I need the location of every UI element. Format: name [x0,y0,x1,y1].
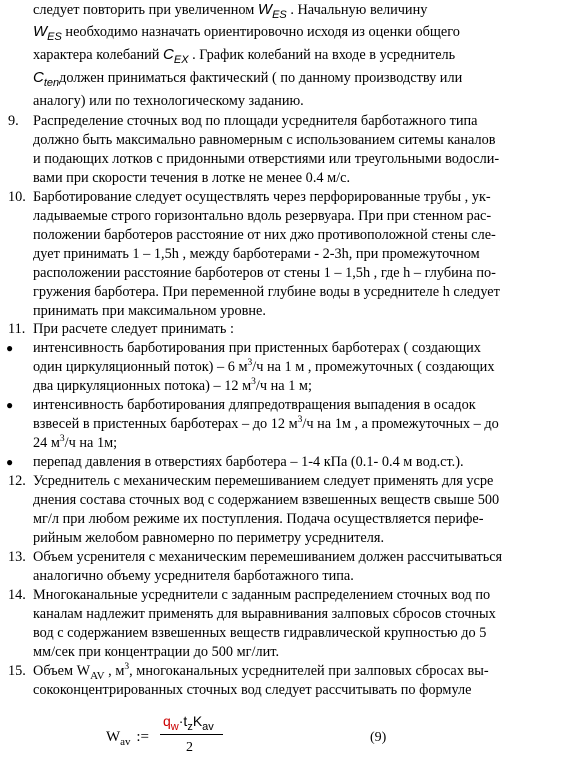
item-13-line-2: аналогично объему усреднителя барботажного типа. [33,568,354,584]
item-13-number: 13. [8,549,26,565]
item-10-line-2: ладываемые строго горизонтально вдоль резервуара. При при стенном рас- [33,208,492,224]
bullet-2-line-1: интенсивность барботирования дляпредотвращения выпадения в осадок [33,397,476,413]
item-10-line-7: принимать при максимальном уровне. [33,303,266,319]
item-10-line-1: Барботирование следует осуществлять через перфорированные трубы , ук- [33,189,491,205]
bullet-3-line-1: перепад давления в отверстиях барботера – 1-4 кПа (0.1- 0.4 м вод.ст.). [33,454,464,470]
bullet-1-line-1: интенсивность барботирования при пристенных барботерах ( создающих [33,340,481,356]
formula-lhs: $W_{av}$ := [106,729,149,748]
bullet-icon: ● [6,455,14,469]
formula-denominator: 2 [186,740,193,755]
item-9-line-4: вами при скорости течения в лотке не менее 0.4 м/с. [33,170,351,186]
intro-line-3: характера колебаний $C_{EX}$ . График колебаний на входе в усреднитель [33,46,456,66]
bullet-2-line-2: взвесей в пристенных барботерах – до 12 $м^3/ч$ на 1м , а промежуточных – до [33,415,499,432]
intro-line-2: $W_{ES}$ необходимо назначать ориентировочно исходя из оценки общего [33,23,460,43]
fraction-bar [160,734,223,735]
item-15-number: 15. [8,663,26,679]
item-11-number: 11. [8,321,26,337]
bullet-1-line-2: один циркуляционный поток) – 6 $м^3/ч$ на 1 м , промежуточных ( создающих [33,358,495,375]
intro-line-4: $C_{ten}должен$ приниматься фактический ( по данному производству или [33,69,463,89]
item-12-line-2: днения состава сточных вод с содержанием взвешенных веществ свыше 500 [33,492,500,508]
item-12-line-3: мг/л при любом режиме их поступления. Подача осуществляется перифе- [33,511,484,527]
item-10-line-4: дует принимать 1 – 1,5h , между барботерами - 2-3h, при промежуточном [33,246,480,262]
item-10-line-5: расположении расстояние барботеров от стены 1 – 1,5h , где h – глубина по- [33,265,496,281]
item-10-line-3: положении барботеров расстояние от них джо противоположной стены сле- [33,227,496,243]
item-14-line-1: Многоканальные усреднители с заданным распределением сточных вод по [33,587,491,603]
equation-number: (9) [370,730,387,745]
bullet-1-line-3: два циркуляционных потока) – 12 $м^3/ч$ на 1 м; [33,377,312,394]
item-12-line-1: Усреднитель с механическим перемешиванием следует применять для усре [33,473,494,489]
item-15-line-2: сококонцентрированных сточных вод следует рассчитывать по формуле [33,682,472,698]
intro-line-5: аналогу) или по технологическому заданию. [33,93,304,109]
item-9-number: 9. [8,113,19,129]
item-14-number: 14. [8,587,26,603]
item-13-line-1: Объем усренителя с механическим перемешиванием должен рассчитываться [33,549,503,565]
item-15-line-1: Объем $W_{AV}$ , $м^3$, многоканальных усреднителей при залповых сбросах вы- [33,662,489,682]
formula-numerator: $q_w\cdot t_zK_{av}$ [163,713,214,733]
item-9-line-1: Распределение сточных вод по площади усреднителя барботажного типа [33,113,478,129]
intro-line-1: следует повторить при увеличенном $W_{ES}$ . Начальную величину [33,1,428,21]
item-9-line-3: и подающих лотков с придонными отверстиями или треугольными водосли- [33,151,500,167]
bullet-icon: ● [6,398,14,412]
bullet-2-line-3: 24 $м^3/ч$ на 1м; [33,434,118,451]
item-10-number: 10. [8,189,26,205]
item-12-number: 12. [8,473,26,489]
bullet-icon: ● [6,341,14,355]
item-14-line-2: каналам надлежит применять для выравнивания залповых сбросов сточных [33,606,496,622]
item-9-line-2: должно быть максимально равномерным с использованием ситемы каналов [33,132,496,148]
item-10-line-6: гружения барботера. При переменной глубине воды в усреднителе h следует [33,284,500,300]
item-11-line: При расчете следует принимать : [33,321,234,337]
item-14-line-4: мм/сек при концентрации до 500 мг/лит. [33,644,280,660]
item-12-line-4: рийным желобом равномерно по периметру усреднителя. [33,530,385,546]
item-14-line-3: вод с содержанием взвешенных веществ гидравлической крупностью до 5 [33,625,487,641]
